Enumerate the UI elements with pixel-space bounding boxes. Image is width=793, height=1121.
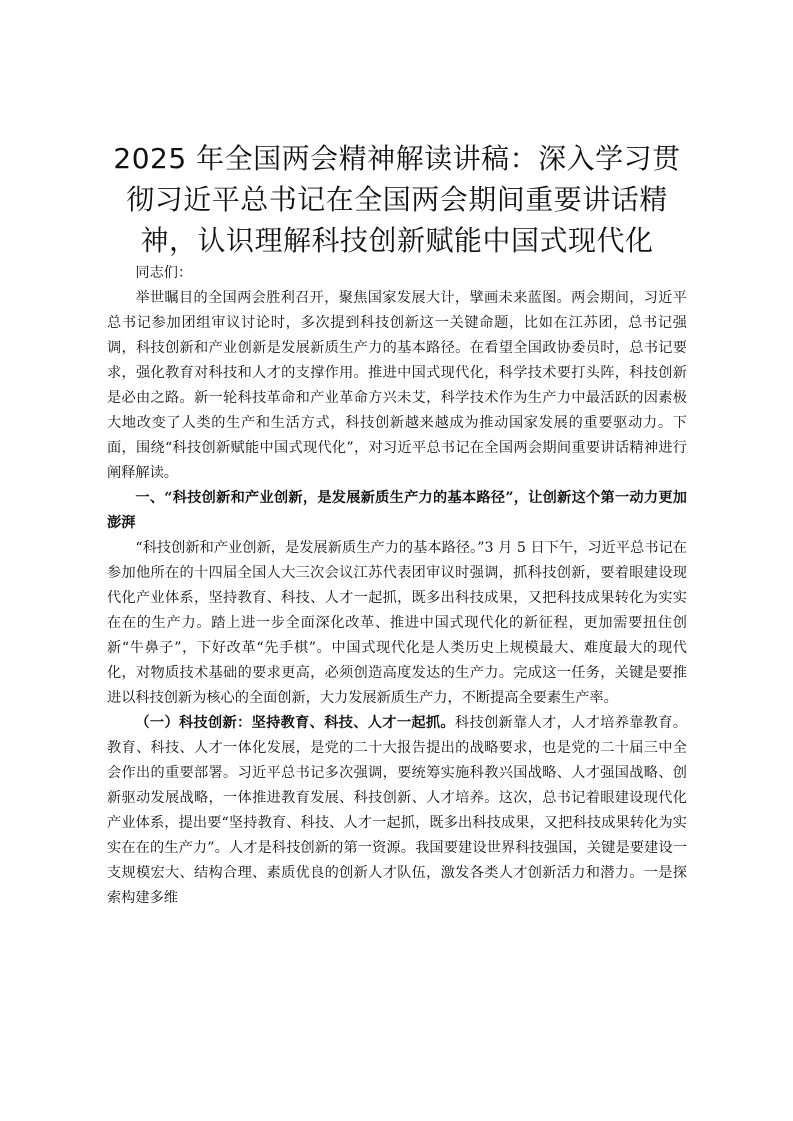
section-heading: 一、“科技创新和产业创新，是发展新质生产力的基本路径”，让创新这个第一动力更加澎湃 [107, 490, 687, 531]
title-line: 彻习近平总书记在全国两会期间重要讲话精 [126, 183, 668, 216]
title-line: 2025 年全国两会精神解读讲稿：深入学习贯 [113, 142, 681, 175]
subsection-lead: （一）科技创新：坚持教育、科技、人才一起抓。 [135, 715, 455, 731]
document-body [107, 138, 687, 911]
salutation: 同志们： [135, 265, 193, 281]
title-line: 神，认识理解科技创新赋能中国式现代化 [140, 224, 654, 257]
subsection-body: 科技创新靠人才，人才培养靠教育。教育、科技、人才一体化发展，是党的二十大报告提出的战略要求，也是党的二十届三中全会作出的重要部署。习近平总书记多次强调，要统筹实施科教兴国战略、人才强国战略、创新驱动发展战略，一体推进教育发展、科技创新、人才培养。这次，总书记着眼建设现代化产业体系，提出要“坚持教育、科技、人才一起抓，既多出科技成果，又把科技成果转化为实实在在的生产力”。人才是科技创新的第一资源。我国要建设世界科技强国，关键是要建设一支规模宏大、结构合理、素质优良的创新人才队伍，激发各类人才创新活力和潜力。一是探索构建多维 [107, 715, 687, 906]
subsection-paragraph [107, 711, 687, 911]
intro-paragraph: 举世瞩目的全国两会胜利召开，聚焦国家发展大计，擘画未来蓝图。两会期间，习近平总书记参加团组审议讨论时，多次提到科技创新这一关键命题，比如在江苏团，总书记强调，科技创新和产业创新是发展新质生产力的基本路径。在看望全国政协委员时，总书记要求，强化教育对科技和人才的支撑作用。推进中国式现代化，科学技术要打头阵，科技创新是必由之路。新一轮科技革命和产业革命方兴未艾，科学技术作为生产力中最活跃的因素极大地改变了人类的生产和生活方式，科技创新越来越成为推动国家发展的重要驱动力。下面，围绕“科技创新赋能中国式现代化”，对习近平总书记在全国两会期间重要讲话精神进行阐释解读。 [107, 290, 687, 481]
section-paragraph: “科技创新和产业创新，是发展新质生产力的基本路径。”3 月 5 日下午，习近平总书记在参加他所在的十四届全国人大三次会议江苏代表团审议时强调，抓科技创新，要着眼建设现代化产业体系，坚持教育、科技、人才一起抓，既多出科技成果，又把科技成果转化为实实在在的生产力。踏上进一步全面深化改革、推进中国式现代化的新征程，更加需要扭住创新“牛鼻子”，下好改革“先手棋”。中国式现代化是人类历史上规模最大、难度最大的现代化，对物质技术基础的要求更高，必须创造高度发达的生产力。完成这一任务，关键是要推进以科技创新为核心的全面创新，大力发展新质生产力，不断提高全要素生产率。 [107, 540, 687, 706]
document-title [107, 138, 687, 261]
